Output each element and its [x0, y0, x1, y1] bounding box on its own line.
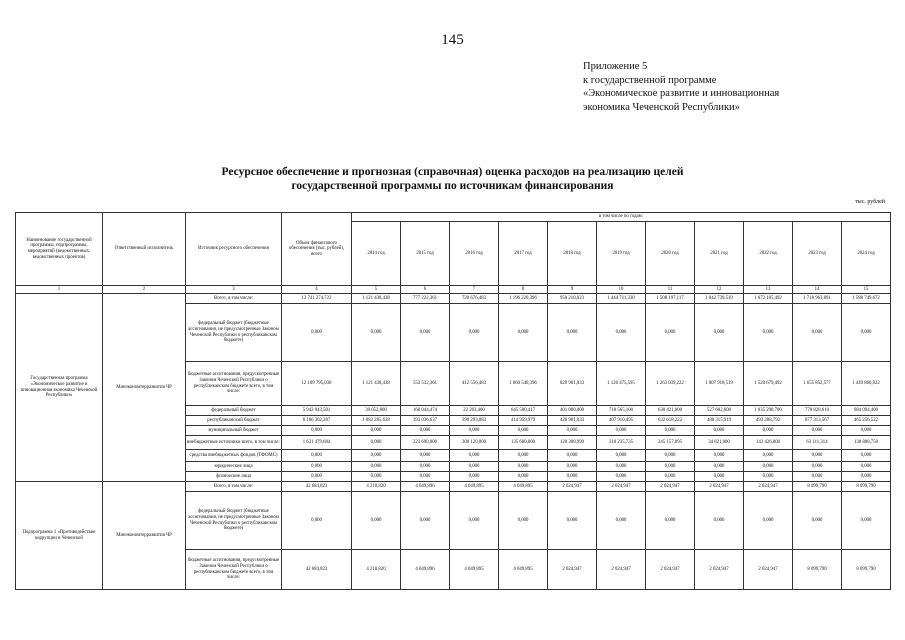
year-value: 1 718 963,891 [793, 294, 842, 304]
year-value: 984 094,400 [842, 406, 891, 416]
header-year: 2019 год [597, 222, 646, 286]
year-value: 0,000 [499, 492, 548, 550]
appendix-line: экономика Чеченской Республики» [583, 101, 740, 113]
funding-source: средства внебюджетных фондов (ТФОМС) [186, 450, 282, 462]
year-value: 0,000 [646, 472, 695, 482]
year-value: 2 024,947 [695, 482, 744, 492]
column-number: 5 [352, 286, 401, 294]
year-value: 4 049,895 [450, 482, 499, 492]
year-value: 1 672 105,492 [744, 294, 793, 304]
year-value: 0,000 [695, 304, 744, 362]
year-value: 0,000 [352, 304, 401, 362]
year-value: 22 263,400 [450, 406, 499, 416]
column-number: 15 [842, 286, 891, 294]
year-value: 0,000 [695, 450, 744, 462]
year-value: 390 293,083 [450, 416, 499, 426]
year-value: 0,000 [548, 462, 597, 472]
header-year: 2020 год [646, 222, 695, 286]
year-value: 401 000,000 [548, 406, 597, 416]
header-year: 2015 год [401, 222, 450, 286]
column-number: 4 [282, 286, 352, 294]
funding-source: юридические лица [186, 462, 282, 472]
year-value: 2 024,947 [548, 550, 597, 590]
document-title [160, 165, 745, 193]
year-value: 0,000 [401, 450, 450, 462]
column-number: 8 [499, 286, 548, 294]
year-value: 1 121 438,438 [352, 294, 401, 304]
year-value: 1 126 475,595 [597, 362, 646, 406]
funding-source: федеральный бюджет (бюджетные ассигнования, не предусмотренные Законом Чеченской Республики о республиканском бюджете) [186, 492, 282, 550]
year-value: 0,000 [695, 472, 744, 482]
year-value: 407 910,495 [597, 416, 646, 426]
year-value: 1 449 860,922 [842, 362, 891, 406]
year-value: 8 099,790 [842, 550, 891, 590]
table-row [16, 294, 891, 304]
column-number: 12 [695, 286, 744, 294]
year-value: 1 121 438,438 [352, 362, 401, 406]
year-value: 120 308,990 [548, 436, 597, 450]
year-value: 160 044,474 [401, 406, 450, 416]
year-value: 143 426,000 [744, 436, 793, 450]
title-line-1: Ресурсное обеспечение и прогнозная (справочная) оценка расходов на реализацию целей [221, 166, 684, 178]
column-number: 6 [401, 286, 450, 294]
year-value: 718 565,100 [597, 406, 646, 416]
year-value: 527 602,600 [695, 406, 744, 416]
year-value: 493 288,792 [744, 416, 793, 426]
appendix-note [583, 60, 883, 114]
year-value: 0,000 [450, 426, 499, 436]
column-number: 1 [16, 286, 103, 294]
year-value: 0,000 [499, 462, 548, 472]
funding-source: Всего, в том числе: [186, 482, 282, 492]
subprogram-name: Подпрограмма 1 «Противодействие коррупции в Чеченской [16, 482, 103, 590]
year-value: 0,000 [499, 450, 548, 462]
header-year: 2021 год [695, 222, 744, 286]
year-value: 2 024,947 [646, 550, 695, 590]
header-name: Наименование государственной программы, подпрограммы, мероприятий (ведомственных, ведомственных проектов) [16, 213, 103, 286]
year-value: 0,000 [597, 304, 646, 362]
year-value: 0,000 [695, 462, 744, 472]
column-number: 10 [597, 286, 646, 294]
column-number: 9 [548, 286, 597, 294]
year-value: 393 036,637 [401, 416, 450, 426]
year-value: 0,000 [450, 492, 499, 550]
column-number: 2 [103, 286, 186, 294]
year-value: 0,000 [450, 462, 499, 472]
year-value: 2 024,947 [548, 482, 597, 492]
year-value: 465 256,522 [842, 416, 891, 426]
total-value: 0,000 [282, 462, 352, 472]
year-value: 4 210,820 [352, 482, 401, 492]
year-value: 0,000 [450, 450, 499, 462]
year-value: 0,000 [548, 492, 597, 550]
year-value: 1 196 220,396 [499, 294, 548, 304]
year-value: 0,000 [352, 462, 401, 472]
year-value: 1 588 749,672 [842, 294, 891, 304]
year-value: 829 901,033 [548, 362, 597, 406]
year-value: 0,000 [597, 492, 646, 550]
total-value: 6 166 302,287 [282, 416, 352, 426]
year-value: 0,000 [646, 426, 695, 436]
header-year: 2017 год [499, 222, 548, 286]
year-value: 778 828,610 [793, 406, 842, 416]
year-value: 0,000 [597, 472, 646, 482]
year-value: 0,000 [646, 450, 695, 462]
year-value: 0,000 [499, 426, 548, 436]
year-value: 0,000 [352, 472, 401, 482]
year-value: 412 556,483 [450, 362, 499, 406]
year-value: 414 959,979 [499, 416, 548, 426]
year-value: 0,000 [842, 462, 891, 472]
year-value: 308 120,000 [450, 436, 499, 450]
year-value: 0,000 [744, 304, 793, 362]
year-value: 632 618,222 [646, 416, 695, 426]
year-value: 1 035 290,700 [744, 406, 793, 416]
year-value: 0,000 [842, 492, 891, 550]
year-value: 1 655 852,577 [793, 362, 842, 406]
year-value: 2 024,947 [597, 482, 646, 492]
appendix-line: к государственной программе [583, 74, 717, 86]
year-value: 0,000 [450, 304, 499, 362]
year-value: 0,000 [352, 492, 401, 550]
year-value: 8 099,790 [842, 482, 891, 492]
total-value: 0,000 [282, 472, 352, 482]
year-value: 138 888,750 [842, 436, 891, 450]
year-value: 1 042 739,519 [695, 294, 744, 304]
header-source: Источник ресурсного обеспечения [186, 213, 282, 286]
year-value: 1 528 679,492 [744, 362, 793, 406]
funding-source: бюджетные ассигнования, предусмотренные Законом Чеченской Республики о республиканском бюджете всего, в том числе: [186, 362, 282, 406]
year-value: 0,000 [401, 462, 450, 472]
year-value: 0,000 [352, 450, 401, 462]
year-value: 2 024,947 [646, 482, 695, 492]
funding-source: федеральный бюджет (бюджетные ассигнования, не предусмотренные Законом Чеченской Республики о республиканском бюджете) [186, 304, 282, 362]
program-executor: Минэкономтерразвития ЧР [103, 294, 186, 482]
year-value: 0,000 [499, 304, 548, 362]
total-value: 5 942 943,501 [282, 406, 352, 416]
year-value: 0,000 [793, 304, 842, 362]
funding-source: республиканский бюджет [186, 416, 282, 426]
column-number: 14 [793, 286, 842, 294]
year-value: 428 901,033 [548, 416, 597, 426]
year-value: 1 007 918,519 [695, 362, 744, 406]
appendix-line: «Экономическое развитие и инновационная [583, 88, 780, 99]
year-value: 8 099,790 [793, 482, 842, 492]
year-value: 0,000 [646, 462, 695, 472]
header-year: 2022 год [744, 222, 793, 286]
year-value: 0,000 [548, 426, 597, 436]
year-value: 0,000 [842, 472, 891, 482]
year-value: 0,000 [744, 492, 793, 550]
year-value: 2 024,947 [744, 482, 793, 492]
year-value: 0,000 [401, 472, 450, 482]
year-value: 63 111,314 [793, 436, 842, 450]
funding-source: федеральный бюджет [186, 406, 282, 416]
year-value: 223 690,000 [401, 436, 450, 450]
year-value: 4 049,896 [401, 482, 450, 492]
year-value: 950 210,023 [548, 294, 597, 304]
year-value: 0,000 [548, 450, 597, 462]
year-value: 135 680,000 [499, 436, 548, 450]
year-value: 0,000 [842, 450, 891, 462]
header-year: 2016 год [450, 222, 499, 286]
year-value: 0,000 [597, 426, 646, 436]
year-value: 2 024,947 [597, 550, 646, 590]
column-number: 3 [186, 286, 282, 294]
year-value: 877 313,567 [793, 416, 842, 426]
year-value: 318 235,735 [597, 436, 646, 450]
header-year: 2023 год [793, 222, 842, 286]
subprogram-executor: Минэкономтерразвития ЧР [103, 482, 186, 590]
page-number: 145 [441, 32, 464, 48]
year-value: 1 060 540,396 [499, 362, 548, 406]
total-value: 0,000 [282, 304, 352, 362]
total-value: 42 684,823 [282, 482, 352, 492]
column-number: 13 [744, 286, 793, 294]
year-value: 777 222,361 [401, 294, 450, 304]
year-value: 0,000 [744, 462, 793, 472]
funding-source: внебюджетные источники всего, в том числе: [186, 436, 282, 450]
year-value: 245 157,895 [646, 436, 695, 450]
year-value: 1 263 039,222 [646, 362, 695, 406]
total-value: 1 631 479,684 [282, 436, 352, 450]
title-line-2: государственной программы по источникам финансирования [291, 180, 614, 192]
year-value: 39 052,800 [352, 406, 401, 416]
funding-source: бюджетные ассигнования, предусмотренные Законом Чеченской Республики о республиканском бюджете всего, в том числе: [186, 550, 282, 590]
total-value: 0,000 [282, 426, 352, 436]
resource-table [15, 212, 891, 590]
year-value: 0,000 [793, 462, 842, 472]
year-value: 1 444 711,330 [597, 294, 646, 304]
year-value: 8 099,790 [793, 550, 842, 590]
year-value: 0,000 [548, 472, 597, 482]
year-value: 0,000 [352, 436, 401, 450]
total-value: 0,000 [282, 450, 352, 462]
year-value: 0,000 [401, 426, 450, 436]
year-value: 480 315,919 [695, 416, 744, 426]
year-value: 0,000 [744, 450, 793, 462]
header-by-years: в том числе по годам: [352, 213, 891, 222]
year-value: 2 024,947 [744, 550, 793, 590]
total-value: 0,000 [282, 492, 352, 550]
column-number: 7 [450, 286, 499, 294]
year-value: 0,000 [548, 304, 597, 362]
year-value: 0,000 [842, 304, 891, 362]
year-value: 4 049,896 [401, 550, 450, 590]
year-value: 34 821,000 [695, 436, 744, 450]
year-value: 0,000 [352, 426, 401, 436]
year-value: 0,000 [695, 426, 744, 436]
year-value: 720 676,483 [450, 294, 499, 304]
total-value: 13 741 274,722 [282, 294, 352, 304]
year-value: 630 421,000 [646, 406, 695, 416]
year-value: 0,000 [401, 304, 450, 362]
year-value: 2 024,947 [695, 550, 744, 590]
year-value: 1 082 285,638 [352, 416, 401, 426]
funding-source: физические лица [186, 472, 282, 482]
year-value: 0,000 [793, 426, 842, 436]
header-year: 2018 год [548, 222, 597, 286]
year-value: 0,000 [744, 426, 793, 436]
year-value: 4 049,895 [499, 550, 548, 590]
year-value: 0,000 [597, 462, 646, 472]
year-value: 0,000 [793, 472, 842, 482]
funding-source: Всего, в том числе: [186, 294, 282, 304]
year-value: 0,000 [450, 472, 499, 482]
year-value: 0,000 [744, 472, 793, 482]
year-value: 0,000 [793, 492, 842, 550]
year-value: 0,000 [646, 492, 695, 550]
appendix-line: Приложение 5 [583, 61, 648, 72]
year-value: 4 049,895 [450, 550, 499, 590]
program-name: Государственная программа «Экономическое развитие и инновационная экономика Чеченской Республики» [16, 294, 103, 482]
column-number: 11 [646, 286, 695, 294]
year-value: 0,000 [401, 492, 450, 550]
total-value: 42 684,823 [282, 550, 352, 590]
year-value: 0,000 [646, 304, 695, 362]
header-year: 2024 год [842, 222, 891, 286]
year-value: 4 210,820 [352, 550, 401, 590]
header-total: Объем финансового обеспечения (тыс. рублей), всего [282, 213, 352, 286]
year-value: 1 508 197,117 [646, 294, 695, 304]
header-year: 2014 год [352, 222, 401, 286]
funding-source: муниципальный бюджет [186, 426, 282, 436]
year-value: 553 532,361 [401, 362, 450, 406]
year-value: 645 580,417 [499, 406, 548, 416]
year-value: 0,000 [842, 426, 891, 436]
year-value: 0,000 [597, 450, 646, 462]
year-value: 4 049,895 [499, 482, 548, 492]
units-label: тыс. рублей [855, 199, 885, 205]
total-value: 12 109 795,038 [282, 362, 352, 406]
year-value: 0,000 [695, 492, 744, 550]
table-row [16, 482, 891, 492]
year-value: 0,000 [499, 472, 548, 482]
year-value: 0,000 [793, 450, 842, 462]
header-executor: Ответственный исполнитель [103, 213, 186, 286]
